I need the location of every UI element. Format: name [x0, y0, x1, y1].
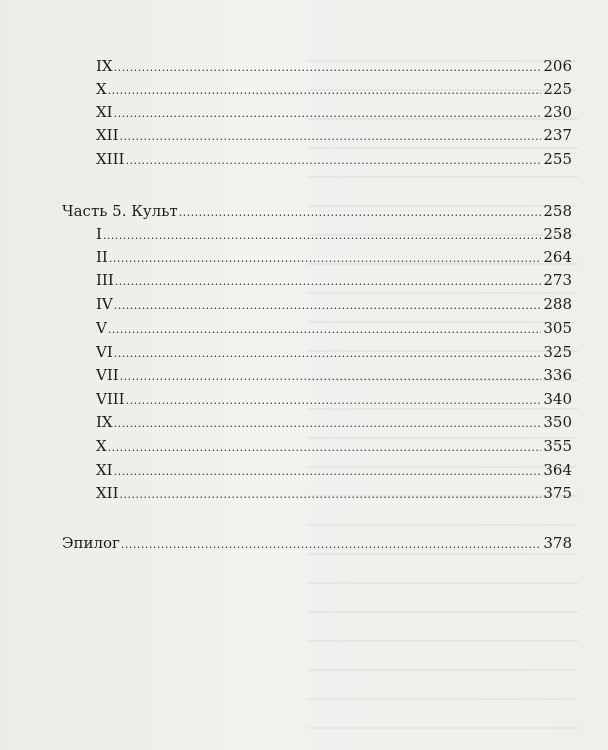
toc-entry-label: X [96, 80, 107, 98]
toc-epilogue-page: 378 [543, 534, 572, 552]
toc-entry-label: IX [96, 57, 113, 75]
toc-part-heading[interactable] [62, 200, 572, 222]
toc-entry-label: IV [96, 295, 113, 313]
leader-dots [108, 319, 542, 341]
toc-entry[interactable] [96, 293, 572, 315]
leader-dots [114, 295, 542, 317]
leader-dots [125, 150, 541, 172]
toc-entry-label: XII [96, 484, 119, 502]
toc-entry-page: 273 [543, 271, 572, 289]
leader-dots [114, 57, 542, 79]
leader-dots [109, 248, 542, 270]
toc-entry-page: 230 [543, 103, 572, 121]
leader-dots [114, 413, 542, 435]
toc-entry-page: 206 [543, 57, 572, 75]
leader-dots [103, 225, 541, 247]
toc-part-label: Часть 5. Культ [62, 202, 178, 220]
toc-entry[interactable] [96, 124, 572, 146]
toc-entry-page: 255 [543, 150, 572, 168]
toc-entry[interactable] [96, 246, 572, 268]
leader-dots [108, 80, 542, 102]
toc-entry[interactable] [96, 101, 572, 123]
toc-entry-label: X [96, 437, 107, 455]
toc-entry-label: XI [96, 103, 113, 121]
leader-dots [114, 461, 542, 483]
toc-epilogue[interactable] [62, 532, 572, 554]
toc-epilogue-label: Эпилог [62, 534, 120, 552]
toc-entry-page: 350 [543, 413, 572, 431]
leader-dots [121, 534, 541, 556]
toc-entry[interactable] [96, 223, 572, 245]
toc-entry-page: 364 [543, 461, 572, 479]
leader-dots [179, 202, 542, 224]
toc-entry-label: XI [96, 461, 113, 479]
toc-entry[interactable] [96, 341, 572, 363]
toc-entry[interactable] [96, 435, 572, 457]
toc-entry[interactable] [96, 364, 572, 386]
toc-entry[interactable] [96, 317, 572, 339]
toc-entry-label: VI [96, 343, 113, 361]
leader-dots [114, 103, 542, 125]
toc-entry-label: III [96, 271, 114, 289]
toc-entry[interactable] [96, 482, 572, 504]
toc-entry-label: XIII [96, 150, 125, 168]
toc-entry-page: 237 [543, 126, 572, 144]
toc-entry-label: I [96, 225, 102, 243]
leader-dots [114, 343, 542, 365]
toc-entry-page: 305 [543, 319, 572, 337]
toc-part-page: 258 [543, 202, 572, 220]
toc-entry[interactable] [96, 269, 572, 291]
toc-entry-page: 225 [543, 80, 572, 98]
toc-entry[interactable] [96, 459, 572, 481]
leader-dots [120, 126, 542, 148]
toc-entry[interactable] [96, 78, 572, 100]
toc-entry-page: 340 [543, 390, 572, 408]
leader-dots [108, 437, 542, 459]
toc-entry-page: 325 [543, 343, 572, 361]
toc-entry-label: V [96, 319, 107, 337]
toc-entry-label: II [96, 248, 108, 266]
toc-entry-label: IX [96, 413, 113, 431]
toc-entry-label: VII [96, 366, 119, 384]
toc-entry-page: 258 [543, 225, 572, 243]
leader-dots [126, 390, 542, 412]
toc-entry-label: VIII [96, 390, 125, 408]
toc-entry-page: 355 [543, 437, 572, 455]
toc-entry-page: 288 [543, 295, 572, 313]
leader-dots [115, 271, 542, 293]
toc-entry-page: 375 [543, 484, 572, 502]
toc-entry[interactable] [96, 55, 572, 77]
toc-entry-label: XII [96, 126, 119, 144]
toc-entry-page: 336 [543, 366, 572, 384]
toc-entry[interactable] [96, 148, 572, 170]
leader-dots [120, 484, 542, 506]
leader-dots [120, 366, 542, 388]
toc-entry-page: 264 [543, 248, 572, 266]
toc-entry[interactable] [96, 388, 572, 410]
toc-entry[interactable] [96, 411, 572, 433]
